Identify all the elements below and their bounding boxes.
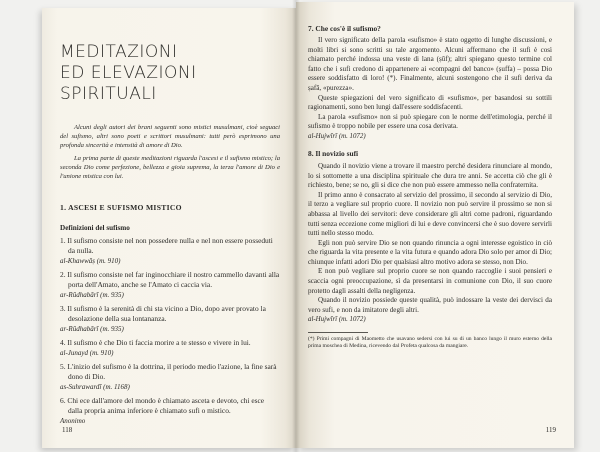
right-heading: 7. Che cos'è il sufismo? <box>308 24 381 33</box>
book-gutter <box>292 0 300 452</box>
entry <box>60 304 280 334</box>
paragraph: Egli non può servire Dio se non quando rinuncia a ogni interesse egoistico in ciò che riguarda la vita presente e la vita futura e quando adora Dio solo per amor di Dio; chiunque infatti adori Dio per qualsiasi altro motivo adora se stesso, non Dio. <box>308 238 552 266</box>
section-heading-novizio: 8. Il novizio sufi <box>308 148 359 158</box>
left-page <box>42 8 296 448</box>
attribution: al-Hujwīrī (m. 1072) <box>308 132 366 140</box>
paragraph: E non può vegliare sul proprio cuore se non quando raccoglie i suoi pensieri e scaccia ogni preoccupazione, sì da presentarsi in comunione con Dio, il suo cuore protetto dagli assalti della negligenza. <box>308 267 552 295</box>
chapter-title-line2: ED ELEVAZIONI SPIRITUALI <box>60 63 197 104</box>
entry-author: Anonimo <box>60 417 86 426</box>
chapter-title-line1: MEDITAZIONI <box>60 42 178 62</box>
entry <box>60 362 280 392</box>
chapter-title <box>60 42 280 105</box>
entry <box>60 236 280 266</box>
page-number-right: 119 <box>545 426 556 434</box>
footnote-divider <box>308 332 368 333</box>
paragraph: Il vero significato della parola «sufismo» è stato oggetto di lunghe discussioni, e molti libri si sono scritti su tale argomento. Alcuni affermano che il sufi è così chiamato perché indossa una veste di lana (ṣūf); altri spiegano questo termine col fatto che i sufi credono di appartenere ai «compagni del banco» (ṣuffa) – possa Dio essere soddisfatto di loro! (*). Finalmente, alcuni sostengono che il sufi deriva da ṣafā, «purezza». <box>308 36 552 92</box>
entry-text: 3. Il sufismo è la serenità di chi sta vicino a Dio, dopo aver provato la desolazione della sua lontananza. <box>60 304 266 324</box>
entry-text: 2. Il sufismo consiste nel far inginocchiare il nostro cammello davanti alla porta dell'Amato, anche se l'Amato ci caccia via. <box>60 270 280 290</box>
entry <box>60 396 280 426</box>
entry-text: 5. L'inizio del sufismo è la dottrina, il periodo medio l'azione, la fine sarà dono di Dio. <box>60 362 277 382</box>
entry-author: al-Junayd (m. 910) <box>60 349 114 358</box>
intro-paragraph-2: La prima parte di queste meditazioni riguarda l'ascesi e il sufismo mistico; la seconda Dio come perfezione, bellezza e gioia suprema, la terza l'amore di Dio e l'unione mistica con lui. <box>60 154 280 181</box>
entry-author: al-Khawwāṣ (m. 910) <box>60 257 121 266</box>
attribution: al-Hujwīrī (m. 1072) <box>308 316 366 324</box>
paragraph: Queste spiegazioni del vero significato di «sufismo», per basandosi su sottili ragionamenti, sono ben lungi dall'essere soddisfacenti. <box>308 93 552 112</box>
entry-text: 6. Chi ece dall'amore del mondo è chiamato asceta e devoto, chi esce dalla propria anima inferiore è chiamato sufi o mistico. <box>60 396 265 416</box>
paragraph: Quando il novizio viene a trovare il maestro perché desidera rinunciare al mondo, lo si sottomette a una disciplina spirituale che dura tre anni. Se accetta ciò che gli è richiesto, bene; se no, gli si dice che non può essere ammesso nella confraternita. <box>308 161 552 190</box>
page-number-left: 118 <box>62 426 73 434</box>
entry-author: ar-Rūdhabārī (m. 935) <box>60 325 124 334</box>
entry-text: 1. Il sufismo consiste nel non possedere nulla e nel non essere posseduti da nulla. <box>60 236 273 256</box>
entry <box>60 338 280 358</box>
intro-paragraph-1: Alcuni degli autori dei brani seguenti sono mistici musulmani, cioè seguaci del sufismo, altri sono poeti e scrittori musulmani: tutti però esprimono una profonda sincerità e intensità di amore di Dio. <box>60 124 280 150</box>
sub-heading: Definizioni del sufismo <box>60 224 130 233</box>
entry-text: 4. Il sufismo è che Dio ti faccia morire a te stesso e vivere in lui. <box>60 338 251 348</box>
footnote: (*) Primi compagni di Maometto che usavano sedersi con lui su di un banco lungo il muro esterno della prima moschea di Medina, ricevendo dal Profeta qualcosa da mangiare. <box>308 336 552 350</box>
paragraph: Il primo anno è consacrato al servizio del prossimo, il secondo al servizio di Dio, il terzo a vegliare sul proprio cuore. Il novizio non può servire il prossimo se non si abbassa al livello dei servitori: deve considerare gli altri come padroni, riguardando tutti senza eccezione come migliori di lui e deve convincersi che è suo dovere servirli tutti nello stesso modo. <box>308 190 552 238</box>
section-heading: 1. ASCESI E SUFISMO MISTICO <box>60 203 182 213</box>
paragraph: Quando il novizio possiede queste qualità, può indossare la veste dei dervisci da vero sufi, e non da imitatore degli altri. <box>308 296 552 314</box>
entry-author: as-Suhrawardī (m. 1168) <box>60 383 130 392</box>
right-page <box>296 2 574 448</box>
entry <box>60 270 280 300</box>
paragraph: La parola «sufismo» non si può spiegare con le norme dell'etimologia, perché il sufismo è troppo nobile per essere una cosa derivata. <box>308 112 552 131</box>
entry-author: ar-Rūdhabārī (m. 935) <box>60 291 124 300</box>
